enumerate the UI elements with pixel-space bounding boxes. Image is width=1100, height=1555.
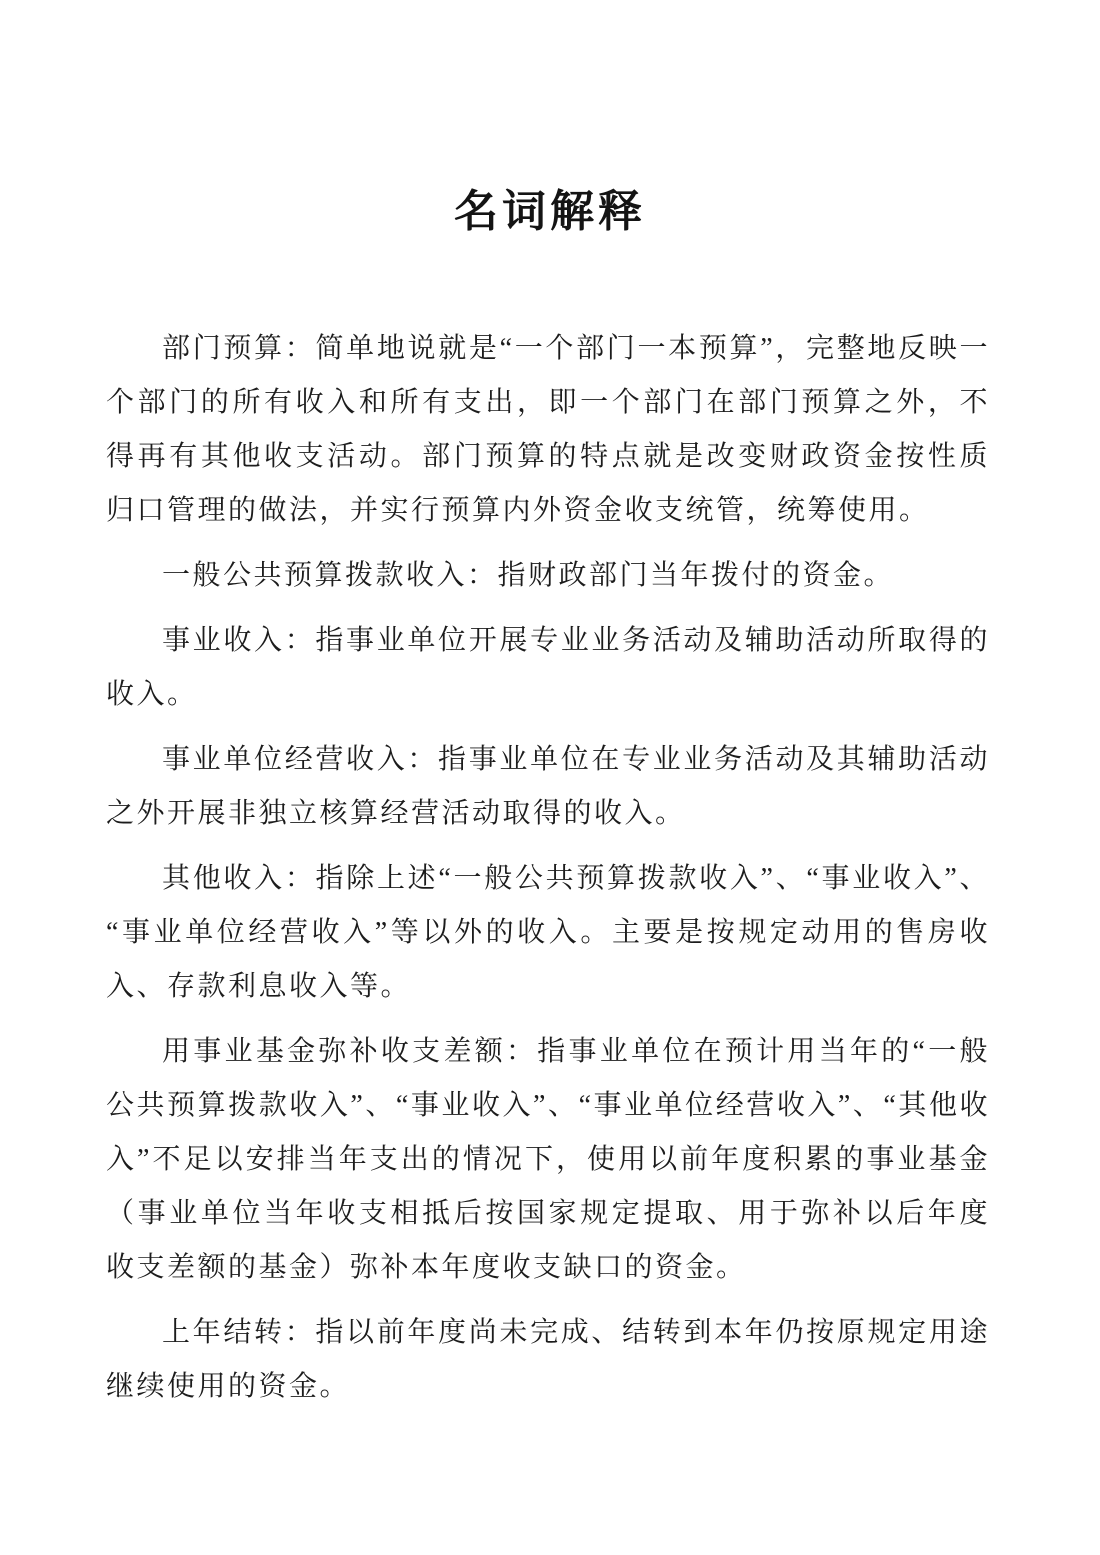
definition-paragraph-general-public-budget-income: 一般公共预算拨款收入：指财政部门当年拨付的资金。: [162, 560, 895, 591]
definition-paragraph-other-income: 其他收入：指除上述“一般公共预算拨款收入”、“事业收入”、“事业单位经营收入”等以外的收入。主要是按规定动用的售房收入、存款利息收入等。: [106, 863, 990, 1002]
page-title: 名词解释: [454, 186, 646, 237]
definition-paragraph-department-budget: 部门预算：简单地说就是“一个部门一本预算”，完整地反映一个部门的所有收入和所有支出，即一个部门在部门预算之外，不得再有其他收支活动。部门预算的特点就是改变财政资金按性质归口管理的做法，并实行预算内外资金收支统管，统筹使用。: [106, 333, 990, 526]
definition-paragraph-carryover-from-previous-year: 上年结转：指以前年度尚未完成、结转到本年仍按原规定用途继续使用的资金。: [106, 1317, 990, 1402]
definition-paragraph-institution-income: 事业收入：指事业单位开展专业业务活动及辅助活动所取得的收入。: [106, 625, 990, 710]
definition-paragraph-fund-deficit-coverage: 用事业基金弥补收支差额：指事业单位在预计用当年的“一般公共预算拨款收入”、“事业收入”、“事业单位经营收入”、“其他收入”不足以安排当年支出的情况下，使用以前年度积累的事业基金（事业单位当年收支相抵后按国家规定提取、用于弥补以后年度收支差额的基金）弥补本年度收支缺口的资金。: [106, 1036, 990, 1283]
document-body: [106, 322, 990, 1414]
definition-paragraph-institution-operating-income: 事业单位经营收入：指事业单位在专业业务活动及其辅助活动之外开展非独立核算经营活动取得的收入。: [106, 744, 990, 829]
